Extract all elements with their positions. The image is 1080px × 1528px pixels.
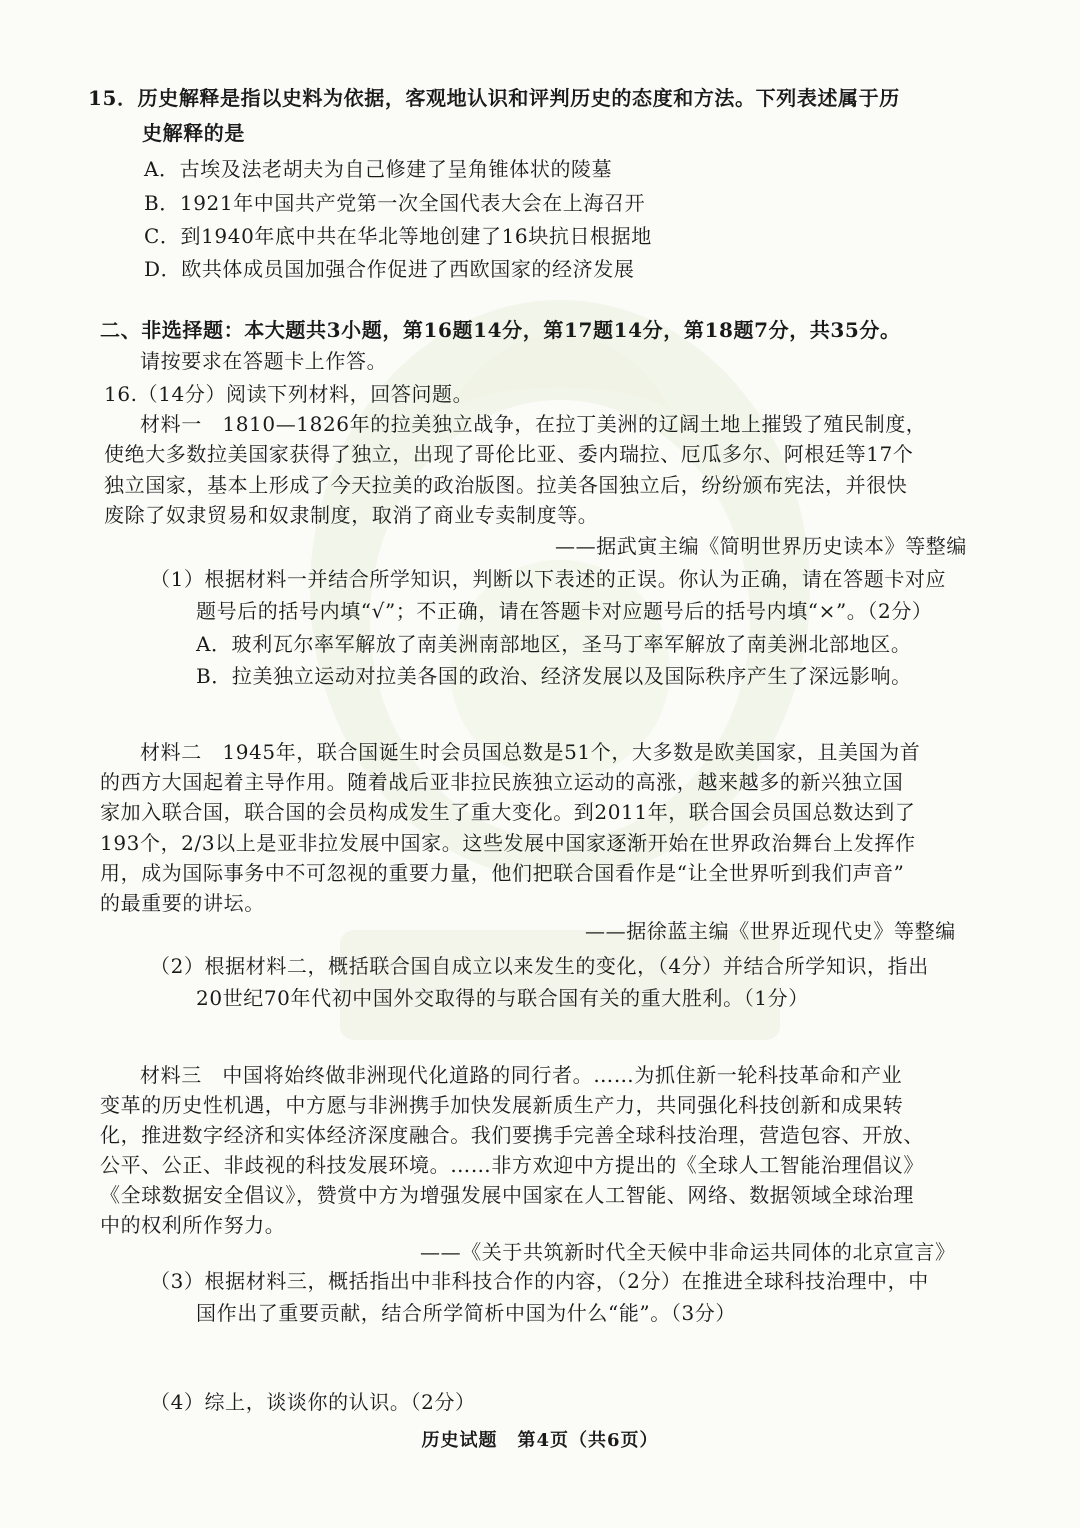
material3-line1: 材料三 中国将始终做非洲现代化道路的同行者。……为抓住新一轮科技革命和产业	[140, 1063, 903, 1087]
sub1-option-a: A．玻利瓦尔率军解放了南美洲南部地区，圣马丁率军解放了南美洲北部地区。	[196, 632, 912, 656]
sub1-line2: 题号后的括号内填“√”；不正确，请在答题卡对应题号后的括号内填“×”。（2分）	[196, 599, 933, 623]
material3-line6: 中的权利所作努力。	[100, 1213, 286, 1237]
material1-line4: 废除了奴隶贸易和奴隶制度，取消了商业专卖制度等。	[104, 503, 599, 527]
material2-line3: 家加入联合国，联合国的会员构成发生了重大变化。到2011年，联合国会员国总数达到了	[100, 800, 916, 824]
q15-option-a: A．古埃及法老胡夫为自己修建了呈角锥体状的陵墓	[144, 157, 613, 181]
material3-source: ——《关于共筑新时代全天候中非命运共同体的北京宣言》	[420, 1240, 956, 1264]
footer-page-number: 第4页（共6页）	[517, 1430, 659, 1451]
material3-line5: 《全球数据安全倡议》，赞赏中方为增强发展中国家在人工智能、网络、数据领域全球治理	[100, 1183, 914, 1207]
footer-subject: 历史试题	[421, 1430, 498, 1451]
q15-stem-line2: 史解释的是	[142, 121, 245, 145]
material2-line1: 材料二 1945年，联合国诞生时会员国总数是51个，大多数是欧美国家，且美国为首	[140, 740, 921, 764]
q15-option-d: D．欧共体成员国加强合作促进了西欧国家的经济发展	[144, 257, 635, 281]
material3-line3: 化，推进数字经济和实体经济深度融合。我们要携手完善全球科技治理，营造包容、开放、	[100, 1123, 924, 1147]
material2-line4: 193个，2/3以上是亚非拉发展中国家。这些发展中国家逐渐开始在世界政治舞台上发挥作	[100, 831, 916, 855]
material3-line4: 公平、公正、非歧视的科技发展环境。……非方欢迎中方提出的《全球人工智能治理倡议》	[100, 1153, 924, 1177]
q15-option-b: B．1921年中国共产党第一次全国代表大会在上海召开	[144, 191, 646, 215]
section2-heading-line1: 二、非选择题：本大题共3小题，第16题14分，第17题14分，第18题7分，共35分。	[100, 318, 901, 342]
q16-title: 16.（14分）阅读下列材料，回答问题。	[104, 382, 474, 406]
material1-line3: 独立国家，基本上形成了今天拉美的政治版图。拉美各国独立后，纷纷颁布宪法，并很快	[104, 473, 908, 497]
material2-line6: 的最重要的讲坛。	[100, 891, 265, 915]
sub2-line2: 20世纪70年代初中国外交取得的与联合国有关的重大胜利。（1分）	[196, 986, 809, 1010]
material2-source: ——据徐蓝主编《世界近现代史》等整编	[585, 919, 956, 943]
sub3-line2: 国作出了重要贡献，结合所学简析中国为什么“能”。（3分）	[196, 1301, 736, 1325]
sub1-option-b: B．拉美独立运动对拉美各国的政治、经济发展以及国际秩序产生了深远影响。	[196, 664, 912, 688]
sub2-line1: （2）根据材料二，概括联合国自成立以来发生的变化，（4分）并结合所学知识，指出	[150, 954, 929, 978]
material1-source: ——据武寅主编《简明世界历史读本》等整编	[555, 534, 967, 558]
material1-line1: 材料一 1810—1826年的拉美独立战争，在拉丁美洲的辽阔土地上摧毁了殖民制度，	[140, 412, 927, 436]
q15-stem-line1: 15．历史解释是指以史料为依据，客观地认识和评判历史的态度和方法。下列表述属于历	[88, 86, 900, 110]
sub4-line: （4）综上，谈谈你的认识。（2分）	[150, 1390, 476, 1414]
material2-line2: 的西方大国起着主导作用。随着战后亚非拉民族独立运动的高涨，越来越多的新兴独立国	[100, 770, 904, 794]
material3-line2: 变革的历史性机遇，中方愿与非洲携手加快发展新质生产力，共同强化科技创新和成果转	[100, 1093, 904, 1117]
material1-line2: 使绝大多数拉美国家获得了独立，出现了哥伦比亚、委内瑞拉、厄瓜多尔、阿根廷等17个	[104, 442, 914, 466]
material2-line5: 用，成为国际事务中不可忽视的重要力量，他们把联合国看作是“让全世界听到我们声音”	[100, 861, 905, 885]
section2-heading-line2: 请按要求在答题卡上作答。	[140, 349, 388, 373]
q15-option-c: C．到1940年底中共在华北等地创建了16块抗日根据地	[144, 224, 652, 248]
sub1-line1: （1）根据材料一并结合所学知识，判断以下表述的正误。你认为正确，请在答题卡对应	[150, 567, 947, 591]
page-footer	[0, 1426, 1080, 1452]
sub3-line1: （3）根据材料三，概括指出中非科技合作的内容，（2分）在推进全球科技治理中，中	[150, 1269, 929, 1293]
